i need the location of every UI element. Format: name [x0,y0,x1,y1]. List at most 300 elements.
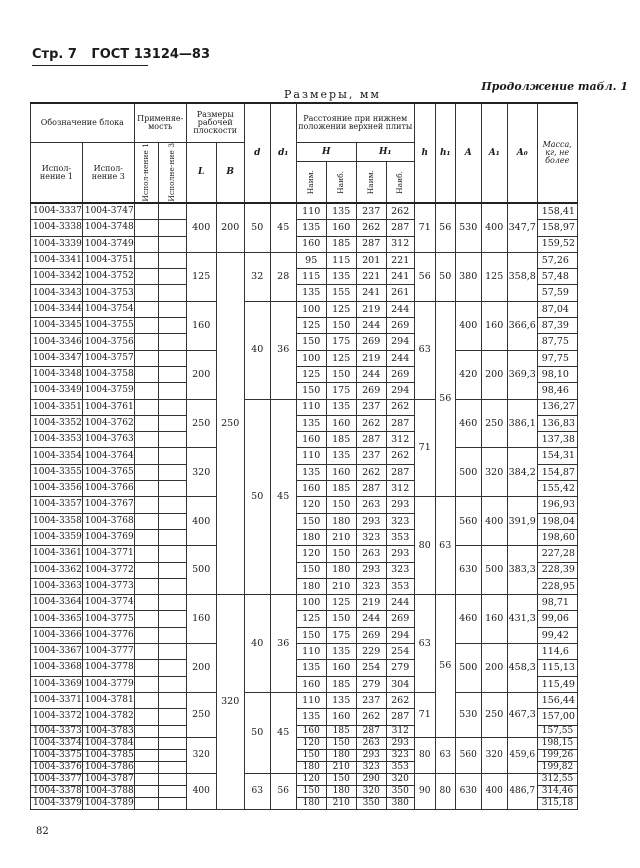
H-max-value: 160 [326,415,356,431]
col-H1-min-label: Наим. [366,169,376,195]
app3-cell [158,464,186,480]
app1-cell [134,761,158,773]
A0-value: 366,6 [507,301,537,350]
A1-value: 320 [481,448,507,497]
table-row [31,737,578,749]
H1-min-value: 350 [356,797,386,809]
H-min-value: 110 [296,399,326,415]
H-min-value: 100 [296,301,326,317]
app1-cell [134,749,158,761]
L-value: 400 [186,203,216,252]
H1-min-value: 279 [356,676,386,692]
app3-cell [158,761,186,773]
A0-value: 358,8 [507,252,537,301]
app3-cell [158,334,186,350]
H-max-value: 180 [326,749,356,761]
H1-min-value: 244 [356,611,386,627]
app1-cell [134,301,158,317]
exec1-code: 1004-3341 [31,252,83,268]
H1-min-value: 237 [356,448,386,464]
h-value: 56 [414,252,435,301]
H1-max-value: 304 [386,676,414,692]
H1-min-value: 287 [356,236,386,252]
H1-min-value: 290 [356,773,386,785]
A1-value: 160 [481,301,507,350]
table-row [31,692,578,708]
H-min-value: 135 [296,285,326,301]
H1-min-value: 269 [356,627,386,643]
d-value: 50 [244,692,270,773]
app1-cell [134,644,158,660]
H-min-value: 135 [296,464,326,480]
exec1-code: 1004-3346 [31,334,83,350]
exec3-code: 1004-3781 [82,692,134,708]
col-app3-label: Исполне-ние 3 [167,143,177,202]
app3-cell [158,546,186,562]
app1-cell [134,220,158,236]
mass-value: 198,04 [537,513,577,529]
mass-value: 99,06 [537,611,577,627]
col-H1-max [386,162,414,204]
H1-max-value: 353 [386,761,414,773]
A-value: 400 [455,301,481,350]
col-applicability: Применяе-мость [134,103,186,143]
app1-cell [134,252,158,268]
A1-value: 500 [481,546,507,595]
exec1-code: 1004-3365 [31,611,83,627]
app3-cell [158,627,186,643]
H1-max-value: 287 [386,709,414,725]
H1-max-value: 323 [386,562,414,578]
H-max-value: 135 [326,399,356,415]
H1-max-value: 244 [386,350,414,366]
exec3-code: 1004-3776 [82,627,134,643]
H1-min-value: 262 [356,220,386,236]
H1-min-value: 263 [356,737,386,749]
app1-cell [134,203,158,220]
app3-cell [158,481,186,497]
app1-cell [134,785,158,797]
mass-value: 99,42 [537,627,577,643]
app3-cell [158,611,186,627]
exec1-code: 1004-3356 [31,481,83,497]
A0-value: 386,1 [507,399,537,448]
table-body [31,203,578,809]
exec1-code: 1004-3345 [31,318,83,334]
H-min-value: 180 [296,761,326,773]
H1-max-value: 353 [386,529,414,545]
H1-min-value: 237 [356,399,386,415]
d1-value: 28 [270,252,296,301]
exec3-code: 1004-3772 [82,562,134,578]
A0-value: 486,7 [507,773,537,809]
exec3-code: 1004-3755 [82,318,134,334]
mass-value: 115,49 [537,676,577,692]
col-d: d [244,103,270,203]
app3-cell [158,773,186,785]
mass-value: 87,39 [537,318,577,334]
exec3-code: 1004-3761 [82,399,134,415]
L-value: 200 [186,350,216,399]
table-row [31,497,578,513]
mass-value: 57,26 [537,252,577,268]
exec1-code: 1004-3351 [31,399,83,415]
L-value: 320 [186,448,216,497]
H1-max-value: 287 [386,464,414,480]
A1-value: 400 [481,203,507,252]
A1-value: 200 [481,644,507,693]
mass-value: 115,13 [537,660,577,676]
mass-value: 314,46 [537,785,577,797]
page-header [32,47,211,66]
H-max-value: 180 [326,785,356,797]
exec3-code: 1004-3788 [82,785,134,797]
L-value: 200 [186,644,216,693]
mass-value: 228,95 [537,578,577,594]
app3-cell [158,203,186,220]
d-value: 40 [244,595,270,693]
mass-value: 98,71 [537,595,577,611]
mass-value: 199,26 [537,749,577,761]
mass-value: 57,48 [537,269,577,285]
app3-cell [158,415,186,431]
app3-cell [158,529,186,545]
H-max-value: 150 [326,773,356,785]
mass-value: 98,10 [537,366,577,382]
L-value: 500 [186,546,216,595]
app1-cell [134,366,158,382]
H-min-value: 125 [296,611,326,627]
A-value: 460 [455,595,481,644]
app1-cell [134,595,158,611]
H-max-value: 185 [326,481,356,497]
H1-max-value: 261 [386,285,414,301]
H1-min-value: 201 [356,252,386,268]
exec1-code: 1004-3355 [31,464,83,480]
mass-value: 87,75 [537,334,577,350]
h1-value: 63 [435,497,455,595]
H-max-value: 160 [326,464,356,480]
app1-cell [134,546,158,562]
H1-max-value: 279 [386,660,414,676]
H1-max-value: 241 [386,269,414,285]
app1-cell [134,464,158,480]
col-H-max-label: Наиб. [336,170,346,194]
exec1-code: 1004-3371 [31,692,83,708]
H1-min-value: 219 [356,350,386,366]
d1-value: 56 [270,773,296,809]
B-value: 200 [216,203,244,252]
H-max-value: 175 [326,383,356,399]
exec1-code: 1004-3363 [31,578,83,594]
app1-cell [134,773,158,785]
app1-cell [134,660,158,676]
B-value: 250 [216,252,244,594]
h-value: 71 [414,692,435,737]
H1-min-value: 263 [356,546,386,562]
mass-value: 114,6 [537,644,577,660]
col-app1-label: Испол-нение 1 [141,143,151,202]
A1-value: 125 [481,252,507,301]
exec1-code: 1004-3357 [31,497,83,513]
A1-value: 400 [481,773,507,809]
H1-min-value: 241 [356,285,386,301]
mass-value: 136,27 [537,399,577,415]
app3-cell [158,692,186,708]
d-value: 50 [244,399,270,595]
H-min-value: 150 [296,383,326,399]
H-max-value: 160 [326,709,356,725]
H-min-value: 115 [296,269,326,285]
h1-value: 80 [435,773,455,809]
H1-max-value: 254 [386,644,414,660]
H1-max-value: 262 [386,203,414,220]
A0-value: 347,7 [507,203,537,252]
H-min-value: 120 [296,737,326,749]
app1-cell [134,236,158,252]
app1-cell [134,513,158,529]
A-value: 530 [455,203,481,252]
H1-max-value: 312 [386,432,414,448]
h-value: 90 [414,773,435,809]
app3-cell [158,725,186,737]
H1-min-value: 229 [356,644,386,660]
col-B: B [216,143,244,204]
A-value: 420 [455,350,481,399]
exec3-code: 1004-3747 [82,203,134,220]
table-row [31,644,578,660]
h-value: 71 [414,203,435,252]
exec3-code: 1004-3753 [82,285,134,301]
app3-cell [158,285,186,301]
A0-value: 369,3 [507,350,537,399]
H-max-value: 185 [326,236,356,252]
app3-cell [158,497,186,513]
h1-value: 50 [435,252,455,301]
H1-min-value: 269 [356,383,386,399]
h1-value: 56 [435,301,455,497]
exec1-code: 1004-3352 [31,415,83,431]
L-value: 125 [186,252,216,301]
exec3-code: 1004-3779 [82,676,134,692]
exec3-code: 1004-3774 [82,595,134,611]
exec1-code: 1004-3348 [31,366,83,382]
H1-max-value: 269 [386,366,414,382]
H1-min-value: 293 [356,513,386,529]
h-value: 80 [414,497,435,595]
A0-value: 383,3 [507,546,537,595]
col-A0: A₀ [507,103,537,203]
H-min-value: 160 [296,236,326,252]
col-H1: H₁ [356,143,414,162]
app1-cell [134,529,158,545]
col-H-max [326,162,356,204]
H-min-value: 160 [296,481,326,497]
app3-cell [158,578,186,594]
app1-cell [134,737,158,749]
L-value: 160 [186,595,216,644]
app1-cell [134,611,158,627]
exec1-code: 1004-3364 [31,595,83,611]
exec3-code: 1004-3785 [82,749,134,761]
H1-max-value: 293 [386,546,414,562]
A0-value: 384,2 [507,448,537,497]
L-value: 250 [186,692,216,737]
col-exec1: Испол-нение 1 [31,143,83,204]
footer-page-number: 82 [36,826,49,837]
exec3-code: 1004-3768 [82,513,134,529]
mass-value: 227,28 [537,546,577,562]
H-min-value: 125 [296,366,326,382]
app3-cell [158,269,186,285]
exec1-code: 1004-3376 [31,761,83,773]
app1-cell [134,797,158,809]
app1-cell [134,676,158,692]
mass-value: 158,97 [537,220,577,236]
H-min-value: 120 [296,497,326,513]
col-H-min [296,162,326,204]
H-min-value: 180 [296,578,326,594]
d1-value: 36 [270,301,296,399]
h-value: 71 [414,399,435,497]
A-value: 560 [455,737,481,773]
exec1-code: 1004-3349 [31,383,83,399]
H-max-value: 210 [326,578,356,594]
mass-value: 57,59 [537,285,577,301]
col-H1-max-label: Наиб. [395,170,405,194]
app3-cell [158,366,186,382]
H1-min-value: 287 [356,481,386,497]
H-min-value: 160 [296,676,326,692]
H-max-value: 150 [326,611,356,627]
H1-max-value: 350 [386,785,414,797]
H-max-value: 135 [326,203,356,220]
h-value: 80 [414,737,435,773]
d-value: 50 [244,203,270,252]
exec1-code: 1004-3343 [31,285,83,301]
standard-label: ГОСТ 13124—83 [91,47,211,62]
exec1-code: 1004-3372 [31,709,83,725]
app3-cell [158,660,186,676]
H1-min-value: 237 [356,692,386,708]
H1-max-value: 353 [386,578,414,594]
A0-value: 467,3 [507,692,537,737]
mass-value: 97,75 [537,350,577,366]
H-max-value: 115 [326,252,356,268]
H-max-value: 210 [326,529,356,545]
app3-cell [158,318,186,334]
app1-cell [134,399,158,415]
A1-value: 400 [481,497,507,546]
H-min-value: 100 [296,595,326,611]
H1-min-value: 293 [356,749,386,761]
mass-value: 312,55 [537,773,577,785]
app3-cell [158,301,186,317]
A-value: 500 [455,644,481,693]
A1-value: 250 [481,399,507,448]
exec3-code: 1004-3778 [82,660,134,676]
H1-min-value: 320 [356,785,386,797]
app1-cell [134,383,158,399]
mass-value: 156,44 [537,692,577,708]
H1-max-value: 269 [386,611,414,627]
exec3-code: 1004-3764 [82,448,134,464]
H-max-value: 160 [326,660,356,676]
H1-min-value: 287 [356,725,386,737]
H-max-value: 175 [326,334,356,350]
app3-cell [158,785,186,797]
exec3-code: 1004-3752 [82,269,134,285]
H-min-value: 150 [296,749,326,761]
table-row [31,399,578,415]
mass-value: 87,04 [537,301,577,317]
H1-min-value: 244 [356,366,386,382]
A-value: 500 [455,448,481,497]
H1-max-value: 293 [386,737,414,749]
H1-min-value: 262 [356,464,386,480]
H1-max-value: 294 [386,383,414,399]
H-min-value: 160 [296,725,326,737]
A0-value: 431,3 [507,595,537,644]
H-min-value: 160 [296,432,326,448]
app3-cell [158,709,186,725]
exec1-code: 1004-3358 [31,513,83,529]
H-min-value: 125 [296,318,326,334]
H-max-value: 125 [326,301,356,317]
mass-value: 98,46 [537,383,577,399]
H1-min-value: 219 [356,301,386,317]
H-max-value: 150 [326,318,356,334]
col-d1: d₁ [270,103,296,203]
dimensions-table [30,102,578,810]
mass-value: 228,39 [537,562,577,578]
mass-value: 199,82 [537,761,577,773]
exec3-code: 1004-3769 [82,529,134,545]
exec3-code: 1004-3766 [82,481,134,497]
exec1-code: 1004-3337 [31,203,83,220]
app3-cell [158,676,186,692]
H1-max-value: 287 [386,415,414,431]
table-row [31,350,578,366]
mass-value: 198,60 [537,529,577,545]
H-min-value: 110 [296,448,326,464]
table-row [31,448,578,464]
app1-cell [134,318,158,334]
H-min-value: 180 [296,797,326,809]
app1-cell [134,562,158,578]
col-H-min-label: Наим. [306,169,316,195]
A1-value: 160 [481,595,507,644]
mass-value: 158,41 [537,203,577,220]
exec1-code: 1004-3379 [31,797,83,809]
exec3-code: 1004-3767 [82,497,134,513]
exec3-code: 1004-3765 [82,464,134,480]
H1-max-value: 244 [386,595,414,611]
H1-max-value: 294 [386,627,414,643]
d-value: 32 [244,252,270,301]
H1-max-value: 287 [386,220,414,236]
d-value: 63 [244,773,270,809]
app3-cell [158,644,186,660]
app1-cell [134,334,158,350]
exec3-code: 1004-3777 [82,644,134,660]
A-value: 560 [455,497,481,546]
H-max-value: 180 [326,562,356,578]
table-row [31,595,578,611]
d1-value: 45 [270,692,296,773]
exec1-code: 1004-3369 [31,676,83,692]
H-min-value: 110 [296,692,326,708]
